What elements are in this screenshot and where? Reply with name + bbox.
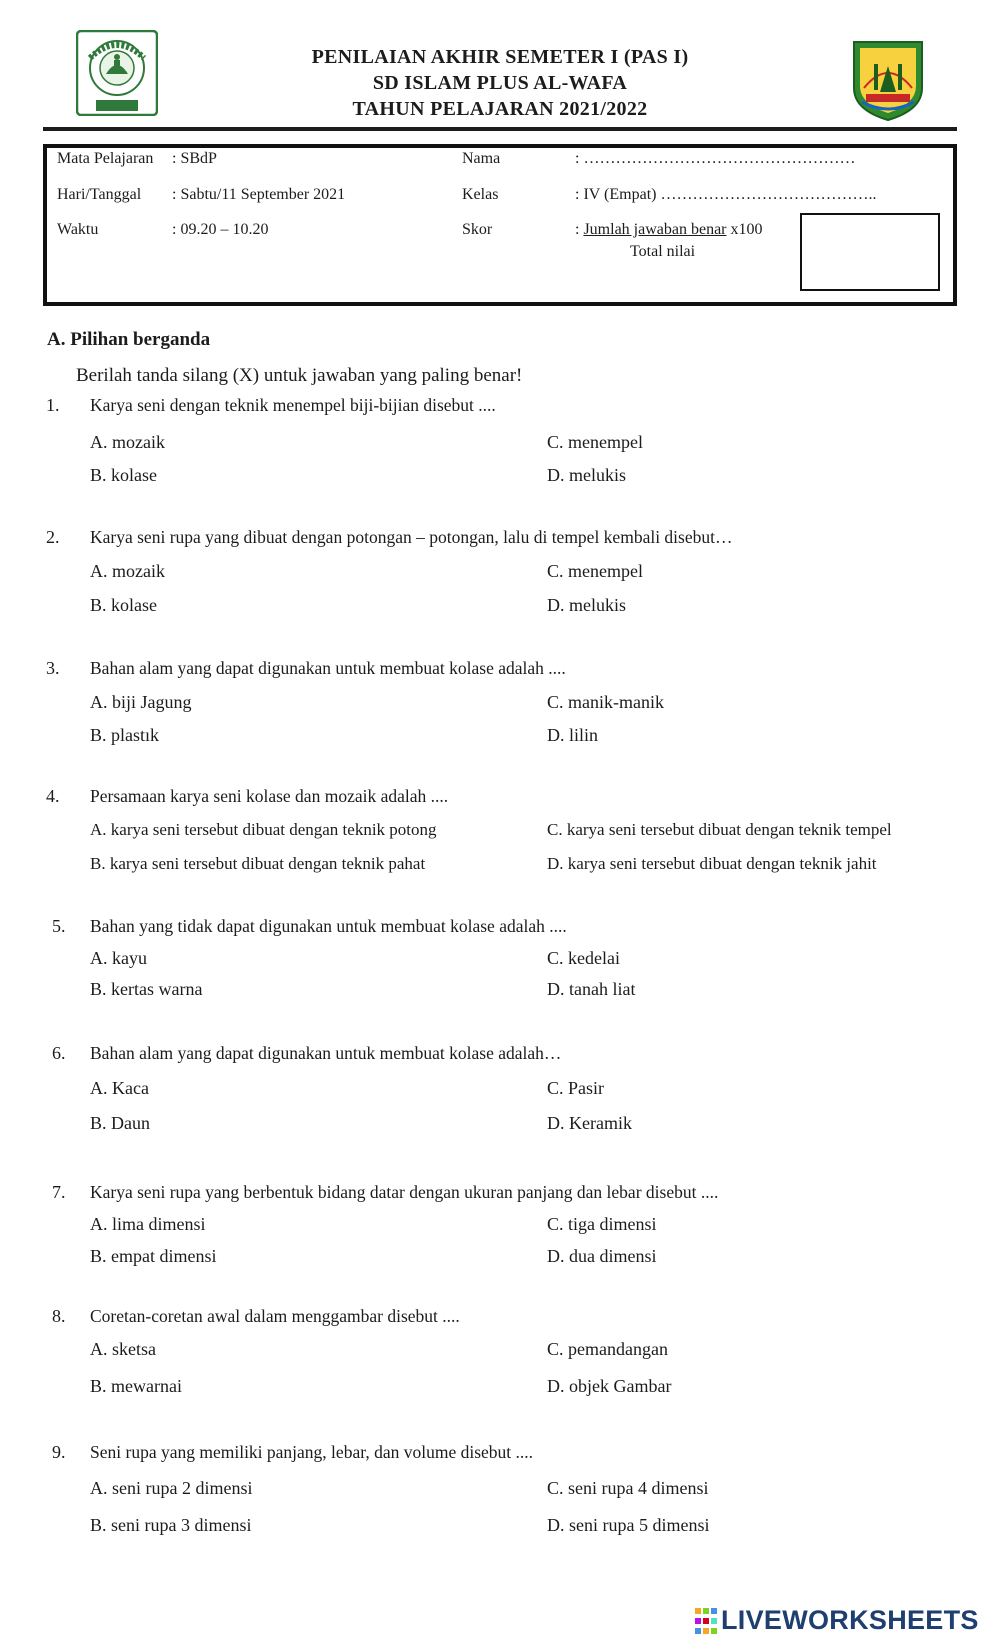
question-number: 8. (52, 1306, 66, 1326)
question-text: Bahan alam yang dapat digunakan untuk membuat kolase adalah… (90, 1043, 562, 1063)
option-b[interactable]: B. plastık (90, 725, 160, 745)
question-text: Persamaan karya seni kolase dan mozaik adalah .... (90, 786, 449, 806)
subject-value: : SBdP (172, 150, 217, 167)
question-number: 1. (46, 395, 60, 415)
class-label: Kelas (462, 186, 499, 203)
option-d[interactable]: D. dua dimensi (547, 1246, 657, 1266)
header-divider (43, 127, 957, 131)
class-field[interactable]: : IV (Empat) ………………………………….. (575, 186, 877, 203)
subject-label: Mata Pelajaran (57, 150, 154, 167)
option-b[interactable]: B. kolase (90, 465, 157, 485)
option-d[interactable]: D. seni rupa 5 dimensi (547, 1515, 710, 1535)
question-text: Karya seni dengan teknik menempel biji-bijian disebut .... (90, 395, 496, 415)
option-a[interactable]: A. biji Jagung (90, 692, 192, 712)
name-label: Nama (462, 150, 501, 167)
option-b[interactable]: B. kolase (90, 595, 157, 615)
option-b[interactable]: B. mewarnai (90, 1376, 182, 1396)
score-denominator: Total nilai (630, 243, 696, 260)
option-a[interactable]: A. mozaik (90, 561, 165, 581)
exam-title: PENILAIAN AKHIR SEMETER I (PAS I) (311, 46, 689, 68)
time-label: Waktu (57, 221, 99, 238)
option-a[interactable]: A. sketsa (90, 1339, 156, 1359)
liveworksheets-icon (695, 1608, 717, 1634)
score-prefix: : (575, 221, 584, 238)
option-d[interactable]: D. melukis (547, 595, 626, 615)
question-number: 9. (52, 1442, 66, 1462)
option-d[interactable]: D. objek Gambar (547, 1376, 672, 1396)
option-d[interactable]: D. karya seni tersebut dibuat dengan teknik jahit (547, 854, 877, 873)
option-d[interactable]: D. tanah liat (547, 979, 636, 999)
brand-text: LIVEWORKSHEETS (721, 1605, 979, 1635)
option-b[interactable]: B. empat dimensi (90, 1246, 217, 1266)
option-a[interactable]: A. seni rupa 2 dimensi (90, 1478, 253, 1498)
question-text: Bahan alam yang dapat digunakan untuk membuat kolase adalah .... (90, 658, 566, 678)
question-text: Seni rupa yang memiliki panjang, lebar, dan volume disebut .... (90, 1442, 534, 1462)
option-a[interactable]: A. mozaik (90, 432, 165, 452)
question-number: 7. (52, 1182, 66, 1202)
date-value: : Sabtu/11 September 2021 (172, 186, 346, 203)
option-d[interactable]: D. lilin (547, 725, 599, 745)
score-label: Skor (462, 221, 493, 238)
option-c[interactable]: C. manik-manik (547, 692, 664, 712)
time-value: : 09.20 – 10.20 (172, 221, 269, 238)
score-box[interactable] (800, 213, 940, 291)
option-b[interactable]: B. karya seni tersebut dibuat dengan teknik pahat (90, 854, 426, 873)
question-text: Karya seni rupa yang berbentuk bidang datar dengan ukuran panjang dan lebar disebut .... (90, 1182, 719, 1202)
score-formula (575, 221, 763, 239)
option-b[interactable]: B. seni rupa 3 dimensi (90, 1515, 252, 1535)
option-c[interactable]: C. tiga dimensi (547, 1214, 657, 1234)
question-number: 2. (46, 527, 60, 547)
option-d[interactable]: D. Keramik (547, 1113, 632, 1133)
option-b[interactable]: B. Daun (90, 1113, 150, 1133)
score-multiplier: x100 (726, 221, 763, 238)
option-c[interactable]: C. seni rupa 4 dimensi (547, 1478, 709, 1498)
school-name: SD ISLAM PLUS AL-WAFA (372, 72, 628, 94)
option-a[interactable]: A. lima dimensi (90, 1214, 206, 1234)
score-numerator: Jumlah jawaban benar (583, 221, 727, 238)
question-text: Karya seni rupa yang dibuat dengan potongan – potongan, lalu di tempel kembali disebut… (90, 527, 733, 547)
option-a[interactable]: A. karya seni tersebut dibuat dengan teknik potong (90, 820, 437, 839)
name-field[interactable]: : …………………………………………… (575, 150, 856, 167)
date-label: Hari/Tanggal (57, 186, 142, 203)
option-a[interactable]: A. kayu (90, 948, 147, 968)
instructions: Berilah tanda silang (X) untuk jawaban yang paling benar! (76, 365, 523, 386)
question-number: 6. (52, 1043, 66, 1063)
question-number: 5. (52, 916, 66, 936)
school-logo (76, 30, 158, 116)
option-d[interactable]: D. melukis (547, 465, 626, 485)
option-c[interactable]: C. menempel (547, 432, 643, 452)
section-heading: A. Pilihan berganda (47, 329, 211, 350)
liveworksheets-brand[interactable] (695, 1605, 979, 1636)
city-emblem (850, 38, 926, 122)
question-number: 3. (46, 658, 60, 678)
option-a[interactable]: A. Kaca (90, 1078, 149, 1098)
question-text: Bahan yang tidak dapat digunakan untuk membuat kolase adalah .... (90, 916, 567, 936)
academic-year: TAHUN PELAJARAN 2021/2022 (352, 98, 648, 120)
option-c[interactable]: C. Pasir (547, 1078, 605, 1098)
question-text: Coretan-coretan awal dalam menggambar disebut .... (90, 1306, 460, 1326)
question-number: 4. (46, 786, 60, 806)
option-b[interactable]: B. kertas warna (90, 979, 203, 999)
option-c[interactable]: C. kedelai (547, 948, 620, 968)
option-c[interactable]: C. pemandangan (547, 1339, 668, 1359)
option-c[interactable]: C. karya seni tersebut dibuat dengan teknik tempel (547, 820, 892, 839)
option-c[interactable]: C. menempel (547, 561, 643, 581)
